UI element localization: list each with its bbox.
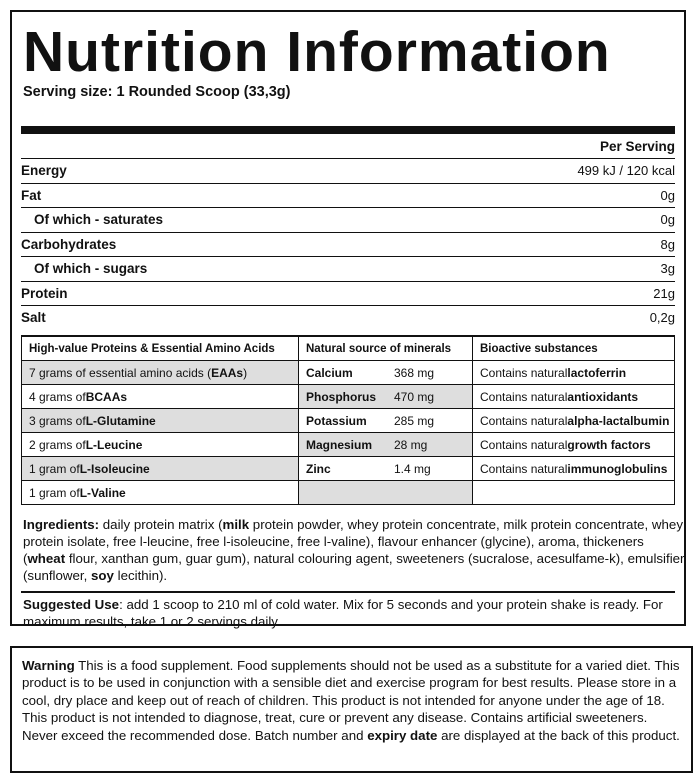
nutrient-label: Of which - sugars: [34, 261, 148, 277]
bioactive-text: Contains natural: [480, 389, 568, 404]
mineral-amount: 1.4 mg: [394, 461, 431, 476]
nutrient-row-energy: [21, 159, 675, 184]
protein-name: L-Valine: [79, 485, 126, 500]
nutrient-row-protein: [21, 282, 675, 307]
nutrient-row-saturates: [21, 208, 675, 233]
protein-text: 3 grams of: [29, 413, 86, 428]
nutrient-value: 3g: [660, 261, 675, 277]
allergen-soy: soy: [91, 568, 114, 583]
bioactive-cell: [473, 385, 675, 409]
nutrient-value: 0g: [660, 212, 675, 228]
nutrient-value: 0,2g: [649, 310, 675, 326]
protein-name: L-Leucine: [85, 437, 143, 452]
nutrient-label: Of which - saturates: [34, 212, 164, 228]
mineral-cell-empty: [299, 481, 473, 505]
ingredients-part: lecithin).: [113, 568, 168, 583]
warning-body: This is a food supplement. Food supplements should not be used as a substitute for a varied diet. This product is to be used in conjunction with a sensible diet and exercise program for best results. Please store in a cool, dry place and keep out of reach of children. This product is not intended for anyone under the age of 18. This product is not intended to diagnose, treat, cure or prevent any disease. Contains artificial sweeteners. Never exceed the recommended dose. Batch number and: [22, 658, 680, 743]
ingredients-text: [23, 516, 685, 584]
protein-cell: [22, 433, 299, 457]
bioactive-cell: [473, 409, 675, 433]
protein-name: L-Isoleucine: [79, 461, 150, 476]
mineral-amount: 285 mg: [394, 413, 435, 428]
protein-cell: [22, 361, 299, 385]
mineral-name: Zinc: [306, 461, 331, 476]
bioactive-name: antioxidants: [567, 389, 639, 404]
protein-name: BCAAs: [85, 389, 128, 404]
protein-text: 1 gram of: [29, 485, 80, 500]
bioactive-text: Contains natural: [480, 437, 568, 452]
protein-text: 1 gram of: [29, 461, 80, 476]
bioactive-name: alpha-lactalbumin: [567, 413, 670, 428]
protein-text: 7 grams of essential amino acids (: [29, 365, 212, 380]
ingredients-part: flour, xanthan gum, guar gum), natural colouring agent, sweeteners (sucralose, acesulfame-k), emulsifier (sunflower,: [23, 551, 685, 583]
mineral-amount: 368 mg: [394, 365, 435, 380]
protein-text: 4 grams of: [29, 389, 86, 404]
suggested-use-text: [23, 596, 685, 630]
mineral-cell: [299, 457, 473, 481]
grid-row: [22, 481, 675, 505]
protein-cell: [22, 409, 299, 433]
mineral-amount: 470 mg: [394, 389, 435, 404]
grid-row: [22, 457, 675, 481]
nutrient-value: 21g: [653, 285, 675, 301]
allergen-milk: milk: [222, 517, 250, 532]
nutrient-label: Protein: [21, 285, 68, 301]
nutrient-label: Carbohydrates: [21, 236, 117, 252]
mineral-cell: [299, 409, 473, 433]
nutrient-label: Energy: [21, 163, 67, 179]
bioactive-cell: [473, 433, 675, 457]
mineral-name: Calcium: [306, 365, 353, 380]
protein-cell: [22, 385, 299, 409]
grid-row: [22, 361, 675, 385]
bioactive-cell: [473, 457, 675, 481]
suggested-use-label: Suggested Use: [23, 597, 120, 612]
protein-cell: [22, 481, 299, 505]
nutrient-value: 499 kJ / 120 kcal: [577, 163, 675, 179]
substances-grid: [21, 335, 675, 505]
nutrient-row-salt: [21, 306, 675, 330]
bioactive-name: lactoferrin: [567, 365, 627, 380]
bioactive-text: Contains natural: [480, 461, 568, 476]
nutrient-label: Salt: [21, 310, 46, 326]
serving-size: Serving size: 1 Rounded Scoop (33,3g): [23, 84, 291, 100]
grid-header-row: [22, 337, 675, 361]
grid-row: [22, 385, 675, 409]
mineral-name: Potassium: [306, 413, 367, 428]
warning-body: are displayed at the back of this product.: [437, 727, 680, 743]
grid-header-proteins: High-value Proteins & Essential Amino Acids: [22, 337, 299, 361]
bioactive-text: Contains natural: [480, 413, 568, 428]
protein-text: 2 grams of: [29, 437, 86, 452]
bioactive-text: Contains natural: [480, 365, 568, 380]
nutrient-table: [21, 134, 675, 330]
mineral-amount: 28 mg: [394, 437, 428, 452]
protein-name: L-Glutamine: [85, 413, 156, 428]
grid-header-bioactive: Bioactive substances: [473, 337, 675, 361]
protein-name: EAAs: [211, 365, 244, 380]
ingredients-part: daily protein matrix (: [99, 517, 223, 532]
grid-header-minerals: Natural source of minerals: [299, 337, 473, 361]
per-serving-header: [21, 134, 675, 159]
bioactive-name: immunoglobulins: [567, 461, 668, 476]
warning-label: Warning: [22, 658, 75, 673]
warning-panel: [10, 646, 693, 773]
nutrient-row-fat: [21, 184, 675, 209]
protein-cell: [22, 457, 299, 481]
mineral-cell: [299, 385, 473, 409]
nutrient-label: Fat: [21, 187, 42, 203]
mineral-cell: [299, 433, 473, 457]
mineral-name: Magnesium: [306, 437, 373, 452]
section-divider: [21, 591, 675, 593]
mineral-name: Phosphorus: [306, 389, 377, 404]
nutrient-value: 0g: [660, 187, 675, 203]
grid-row: [22, 409, 675, 433]
suggested-use-body: : add 1 scoop to 210 ml of cold water. Mix for 5 seconds and your protein shake is ready. For maximum results, take 1 or 2 servings daily.: [23, 597, 663, 629]
page-title: Nutrition Information: [23, 20, 611, 84]
ingredients-part: protein powder, whey protein concentrate, milk protein concentrate, whey protein isolate, free l-leucine, free l-isoleucine, free l-valine), flavour enhancer (glycine), aroma, thickeners (: [23, 517, 683, 566]
bioactive-cell: [473, 361, 675, 385]
nutrient-row-sugars: [21, 257, 675, 282]
nutrient-row-carbohydrates: [21, 233, 675, 258]
allergen-wheat: wheat: [27, 551, 66, 566]
grid-row: [22, 433, 675, 457]
nutrient-value: 8g: [660, 236, 675, 252]
divider-bar: [21, 126, 675, 134]
bioactive-cell-empty: [473, 481, 675, 505]
bioactive-name: growth factors: [567, 437, 651, 452]
per-serving-label: Per Serving: [599, 138, 675, 154]
expiry-date-emphasis: expiry date: [367, 727, 438, 743]
protein-text: ): [243, 365, 248, 380]
ingredients-label: Ingredients:: [23, 517, 100, 532]
mineral-cell: [299, 361, 473, 385]
nutrition-panel: [10, 10, 686, 629]
